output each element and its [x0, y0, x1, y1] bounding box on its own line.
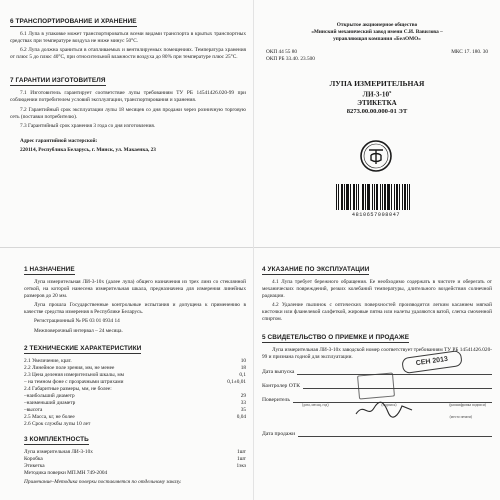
spec-row-label: 2.1 Увеличение, крат.: [24, 357, 72, 364]
otk-controller-label: Контролер ОТК: [262, 382, 300, 389]
product-model: ЛИ-3-10: [362, 90, 390, 99]
verifier-label: Поверитель: [262, 396, 290, 403]
spec-row: [24, 372, 246, 379]
panel-bottom-left: [24, 258, 246, 490]
barcode-digits: 4810657008047: [351, 212, 401, 218]
spec-row-label: 2.2 Линейное поле зрения, мм, не менее: [24, 364, 115, 371]
workshop-address-label: Адрес гарантийной мастерской:: [20, 137, 98, 144]
sale-date-label: Дата продажи: [262, 430, 296, 437]
spec-row-value: 33: [240, 399, 246, 406]
kit-row-label: Методика поверки МП.МН 749-2004: [24, 469, 108, 476]
footnote: Примечание–Методика поверки поставляется по отдельному заказу.: [24, 478, 182, 485]
spec-row-label: 2.6 Срок службы лупы 10 лет: [24, 420, 91, 427]
spec-row-value: 10: [240, 357, 246, 364]
otk-controller-line: [303, 381, 492, 389]
kit-row: [24, 456, 246, 463]
section-6-title: 6 ТРАНСПОРТИРОВАНИЕ И ХРАНЕНИЕ: [10, 18, 137, 25]
kit-row: [24, 463, 246, 470]
spec-row-label: – на темном фоне с прозрачными штрихами: [24, 378, 124, 385]
spec-row: [24, 386, 246, 393]
okp-rb-row: [262, 56, 492, 63]
spec-row: [24, 414, 246, 421]
section-4-title: 4 УКАЗАНИЕ ПО ЭКСПЛУАТАЦИИ: [262, 266, 370, 273]
section-5-title: 5 СВИДЕТЕЛЬСТВО О ПРИЕМКЕ И ПРОДАЖЕ: [262, 333, 410, 341]
handwritten-signature: [354, 400, 414, 420]
spec-row-value: 29: [240, 392, 246, 399]
caption-sign: (подпись): [381, 402, 397, 407]
kit-row: [24, 470, 246, 477]
company-line-1: Открытое акционерное общество: [336, 22, 418, 28]
section-4-2: 4.2 Удаление пылинок с оптических поверхностей производится легким касанием мягкой кисточки или фланелевой салфеткой, жировые пятна или налеты удаляются ватой, слегка смоченной спиртом.: [262, 302, 492, 323]
mks-code: МКС 17. 180. 30: [451, 49, 488, 56]
okp-code: ОКП 44 55 80: [266, 49, 298, 56]
kit-row-value: [230, 470, 246, 477]
caption-place: (место печати): [449, 414, 472, 419]
spec-row-value: [230, 386, 246, 393]
logo-icon: [360, 140, 392, 172]
spec-row-value: [230, 421, 246, 428]
kit-row-value: 1экз: [236, 462, 246, 469]
spec-row-label: 2.4 Габаритные размеры, мм, не более:: [24, 385, 112, 392]
okp-row: [262, 49, 492, 56]
section-7-2: 7.2 Гарантийный срок эксплуатации лупы 18 месяцев со дня продажи через розничную торговую сеть (поставки потребителю).: [10, 106, 246, 120]
barcode: [336, 184, 410, 210]
section-7-3: 7.3 Гарантийный срок хранения 3 года со дня изготовления.: [20, 122, 156, 129]
spec-row-label: 2.5 Масса, кг, не более: [24, 413, 75, 420]
spec-row: [24, 379, 246, 386]
spec-row-label: 2.3 Цена деления измерительной шкалы, мм: [24, 371, 125, 378]
release-date-line: [297, 367, 492, 375]
spec-row: [24, 400, 246, 407]
panel-top-left: [10, 10, 246, 236]
spec-row: [24, 393, 246, 400]
section-5-text: Лупа измерительная ЛИ-3-10х заводской номер соответствует требованиям ТУ РБ 14541426.020-99 и признана годной для эксплуатации.: [262, 346, 492, 360]
okp-rb-code: ОКП РБ 33.40. 23.500: [266, 56, 315, 63]
product-title: ЛУПА ИЗМЕРИТЕЛЬНАЯ: [329, 79, 425, 89]
spec-row-label: –высота: [24, 406, 43, 413]
section-7-1: 7.1 Изготовитель гарантирует соответствие лупы требованиям ТУ РБ 14541426.020-99 при соблюдении потребителем условий эксплуатации, транспортирования и хранения.: [10, 90, 246, 104]
spec-row-value: 0,1±0,01: [227, 378, 246, 385]
kit-row-value: 1шт: [236, 455, 246, 462]
spec-row-value: 35: [240, 406, 246, 413]
section-1-text-2: Лупа прошла Государственные контрольные испытания и допущена к применению в качестве средства измерения в Республике Беларусь.: [24, 302, 246, 316]
spec-row: [24, 365, 246, 372]
caption-date: (дата, месяц, год): [302, 402, 329, 407]
panel-top-right: [262, 22, 492, 240]
sale-date-field[interactable]: [262, 429, 492, 437]
spec-row: [24, 358, 246, 365]
section-4-1: 4.1 Лупа требует бережного обращения. Ее необходимо содержать в чистоте и оберегать от механических повреждений, резких колебаний температуры, длительного воздействия солнечной радиации.: [262, 279, 492, 300]
release-date-label: Дата выпуска: [262, 368, 295, 375]
section-3-title: 3 КОМПЛЕКТНОСТЬ: [24, 435, 89, 443]
otk-stamp: [357, 372, 395, 399]
spec-row-value: 0,1: [239, 371, 246, 378]
company-line-2: «Минский механический завод имени С.И. Вавилова –: [311, 29, 443, 36]
spec-row: [24, 421, 246, 428]
doc-code: 8273.00.00.000-01 ЭТ: [346, 107, 408, 115]
fold-line-horizontal: [0, 247, 500, 248]
spec-row-label: –наименьший диаметр: [24, 399, 76, 406]
section-6-1: 6.1 Лупа в упаковке может транспортироваться всеми видами транспорта в крытых транспортных средствах при температуре воздуха не ниже минус 50°С.: [10, 31, 246, 45]
sale-date-line: [298, 429, 492, 437]
spec-row: [24, 407, 246, 414]
kit-row-label: Лупа измерительная ЛИ-3-10х: [24, 448, 93, 455]
panel-bottom-right: [262, 258, 492, 490]
workshop-address: 220114, Республика Беларусь, г. Минск, ул. Макаенка, 23: [20, 146, 156, 153]
section-6-2: 6.2 Лупа должна храниться в отапливаемых и вентилируемых помещениях. Температура хранения от плюс 5 до плюс 40°С, при относительной влажности воздуха до 80% при температуре плюс 25°С.: [10, 47, 246, 61]
section-7-title: 7 ГАРАНТИИ ИЗГОТОВИТЕЛЯ: [10, 77, 106, 85]
section-1-title: 1 НАЗНАЧЕНИЕ: [24, 266, 75, 273]
doc-type: ЭТИКЕТКА: [357, 99, 397, 108]
registration-number: Регистрационный № РБ 03 01 0934 14: [34, 318, 120, 325]
spec-row-label: –наибольший диаметр: [24, 392, 75, 399]
product-model-sup: х: [389, 89, 392, 95]
fold-line-vertical: [253, 0, 254, 500]
date-stamp-text: СЕН 2013: [415, 355, 449, 368]
kit-row-label: Этикетка: [24, 462, 45, 469]
section-1-text: Лупа измерительная ЛИ-3-10х (далее лупа) общего назначения из трех линз со стеклянной сеткой, на которой нанесена измерительная шкала, предназначена для измерения линейных размеров до 20 мм.: [24, 279, 246, 300]
kit-row-label: Коробка: [24, 455, 43, 462]
section-2-title: 2 ТЕХНИЧЕСКИЕ ХАРАКТЕРИСТИКИ: [24, 344, 142, 352]
kit-row-value: 1шт: [236, 448, 246, 455]
kit-list: [24, 449, 246, 477]
spec-row-value: 0,04: [236, 413, 246, 420]
company-logo: [360, 140, 392, 172]
product-model-line: [262, 88, 492, 99]
caption-initials: (расшифровка подписи): [449, 402, 486, 407]
spec-row-value: 18: [240, 364, 246, 371]
spec-list: [24, 358, 246, 428]
verification-interval: Межповерочный интервал – 24 месяца.: [34, 327, 123, 334]
company-line-3: управляющая компания «БелОМО»: [333, 36, 421, 43]
kit-row: [24, 449, 246, 456]
